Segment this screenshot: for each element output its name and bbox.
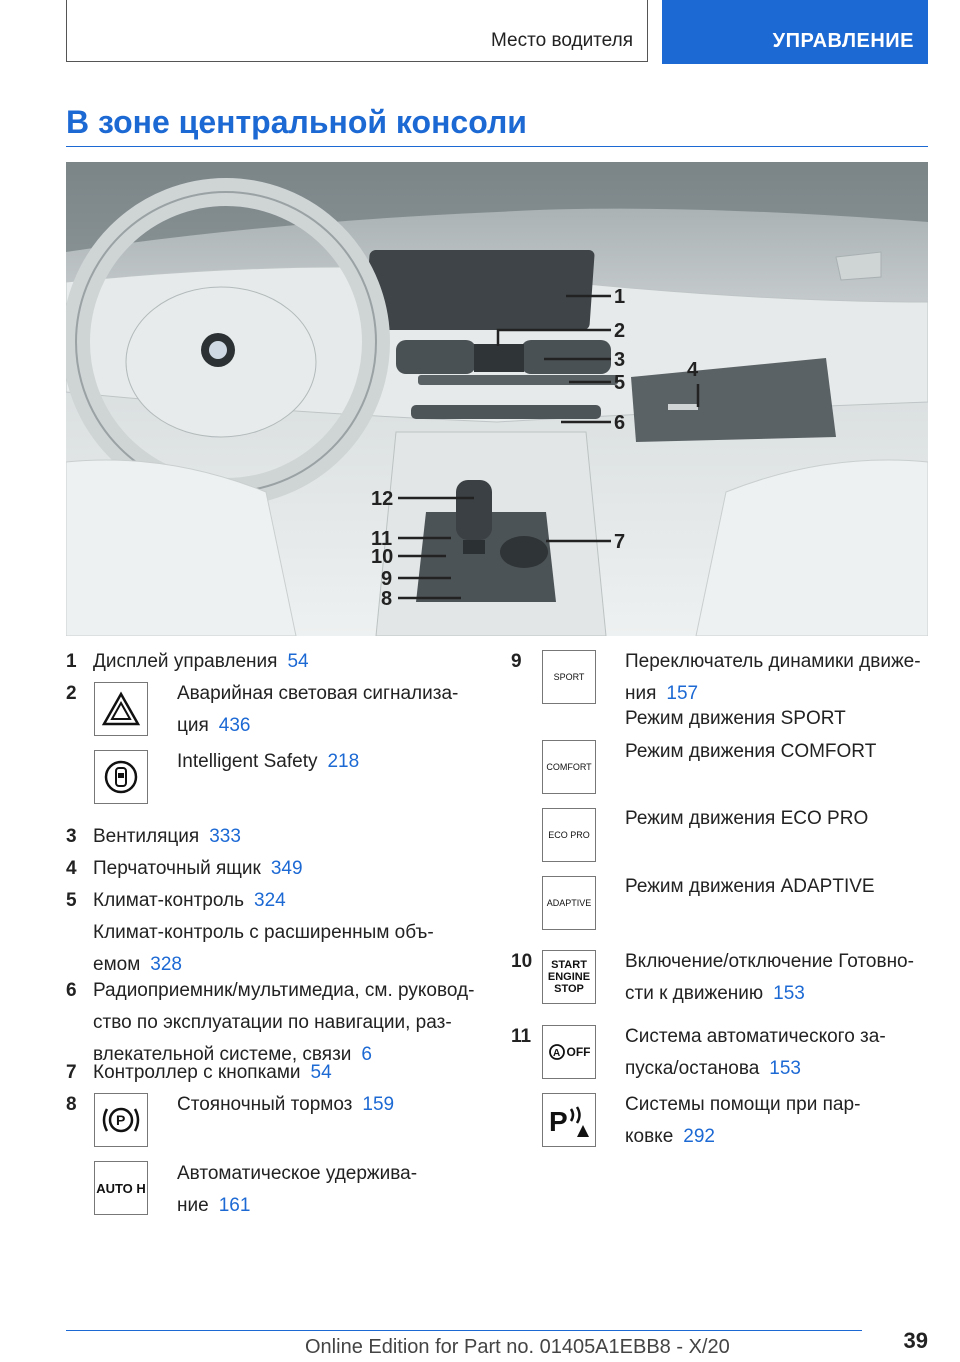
item-4-page-link[interactable]: 349: [270, 858, 303, 879]
item-8b-line2: ние: [177, 1195, 209, 1216]
item-9: [625, 646, 921, 710]
item-8b-line1: Автоматическое удержива-: [177, 1163, 418, 1184]
svg-text:A: A: [552, 1048, 560, 1059]
item-2: [177, 678, 458, 742]
start-stop-icon-line1: START: [551, 959, 587, 971]
item-3-page-link[interactable]: 333: [209, 826, 241, 847]
item-9-line2: ния: [625, 683, 657, 704]
item-1: [93, 646, 309, 678]
header-section-label: Место водителя: [491, 30, 633, 51]
item-11b-page-link[interactable]: 292: [683, 1126, 715, 1147]
callout-11: 11: [371, 528, 393, 550]
item-7: [93, 1057, 332, 1089]
intelligent-safety-icon: [94, 750, 148, 804]
item-2-page-link[interactable]: 436: [218, 715, 251, 736]
page-title: В зоне центральной консоли: [66, 104, 527, 140]
item-6-line3: влекательной системе, связи: [93, 1044, 352, 1065]
item-8-page-link[interactable]: 159: [362, 1094, 395, 1115]
auto-hold-icon: AUTO H: [94, 1161, 148, 1215]
item-1-number: 1: [66, 651, 77, 672]
item-5-page-link[interactable]: 324: [254, 890, 286, 911]
header-chapter-tab[interactable]: [662, 0, 928, 64]
item-2b-page-link[interactable]: 218: [327, 751, 360, 772]
item-4-number: 4: [66, 858, 77, 879]
item-8: [177, 1089, 394, 1121]
item-2b-text: Intelligent Safety: [177, 751, 318, 772]
callout-10: 10: [371, 546, 394, 568]
item-2-line2: ция: [177, 715, 209, 736]
item-4-text: Перчаточный ящик: [93, 858, 261, 879]
sport-mode-icon: SPORT: [542, 650, 596, 704]
footer-text: Online Edition for Part no. 01405A1EBB8 - X/20: [305, 1336, 730, 1358]
svg-text:P: P: [116, 1112, 126, 1128]
title-divider: [66, 146, 928, 147]
item-1-page-link[interactable]: 54: [287, 651, 309, 672]
item-8b-page-link[interactable]: 161: [218, 1195, 251, 1216]
item-7-page-link[interactable]: 54: [310, 1062, 332, 1083]
item-1-text: Дисплей управления: [93, 651, 278, 672]
start-stop-icon-line3: STOP: [554, 983, 584, 995]
item-11b: [625, 1089, 860, 1153]
header-section-box: [66, 0, 648, 62]
item-3-text: Вентиляция: [93, 826, 200, 847]
item-10-line1: Включение/отключение Готовно-: [625, 951, 914, 972]
callout-3: 3: [614, 349, 626, 371]
auto-start-stop-off-label: OFF: [566, 1045, 591, 1059]
callout-7: 7: [614, 531, 626, 553]
item-5b-line1: Климат-контроль с расширенным объ-: [93, 922, 434, 943]
item-10-page-link[interactable]: 153: [773, 983, 805, 1004]
callout-6: 6: [614, 412, 626, 434]
item-8-number: 8: [66, 1094, 77, 1115]
callout-9: 9: [381, 568, 393, 590]
item-4: [93, 853, 303, 885]
item-8b: [177, 1158, 417, 1222]
item-5b-page-link[interactable]: 328: [150, 954, 182, 975]
parking-brake-icon: [94, 1093, 148, 1147]
dashboard-illustration: [66, 162, 928, 636]
eco-pro-mode-icon: ECO PRO: [542, 808, 596, 862]
auto-start-stop-off-icon: [542, 1025, 596, 1079]
item-2-number: 2: [66, 683, 77, 704]
header-chapter-label: УПРАВЛЕНИЕ: [772, 30, 914, 52]
item-8-text: Стояночный тормоз: [177, 1094, 353, 1115]
item-11-number: 11: [511, 1026, 532, 1047]
item-9d: Режим движения ADAPTIVE: [625, 876, 875, 897]
callout-8: 8: [381, 588, 393, 610]
item-11-line2: пуска/останова: [625, 1058, 760, 1079]
comfort-mode-icon: COMFORT: [542, 740, 596, 794]
item-10-line2: сти к движению: [625, 983, 764, 1004]
item-6-page-link[interactable]: 6: [361, 1044, 372, 1065]
item-9c: Режим движения ECO PRO: [625, 808, 869, 829]
item-9b: Режим движения COMFORT: [625, 741, 877, 762]
item-9-page-link[interactable]: 157: [666, 683, 699, 704]
start-stop-icon-line2: ENGINE: [547, 971, 591, 983]
item-3: [93, 821, 241, 853]
callout-12: 12: [371, 488, 394, 510]
page-number: 39: [903, 1328, 928, 1353]
item-10-number: 10: [511, 951, 533, 972]
item-6-number: 6: [66, 980, 77, 1001]
item-5-text: Климат-контроль: [93, 890, 244, 911]
item-3-number: 3: [66, 826, 77, 847]
callout-5: 5: [614, 372, 626, 394]
start-stop-icon: [542, 950, 596, 1004]
item-10: [625, 946, 914, 1010]
item-11b-line2: ковке: [625, 1126, 674, 1147]
footer-divider: [66, 1330, 862, 1331]
park-assist-icon: [542, 1093, 596, 1147]
callout-1: 1: [614, 286, 626, 308]
item-7-text: Контроллер с кнопками: [93, 1062, 301, 1083]
item-11-line1: Система автоматического за-: [625, 1026, 886, 1047]
callout-4: 4: [687, 359, 699, 381]
item-9-line1: Переключатель динамики движе-: [625, 651, 921, 672]
adaptive-mode-icon: ADAPTIVE: [542, 876, 596, 930]
item-7-number: 7: [66, 1062, 77, 1083]
item-5b: [93, 917, 434, 981]
item-2-line1: Аварийная световая сигнализа-: [177, 683, 459, 704]
item-11: [625, 1021, 886, 1085]
item-11b-line1: Системы помощи при пар-: [625, 1094, 861, 1115]
svg-text:P: P: [549, 1106, 568, 1137]
item-6-line2: ство по эксплуатации по навигации, раз-: [93, 1012, 452, 1033]
item-9-number: 9: [511, 651, 522, 672]
dashboard-photo: [66, 162, 928, 636]
item-5-number: 5: [66, 890, 77, 911]
item-2b: [177, 746, 359, 778]
hazard-warning-icon: [94, 682, 148, 736]
callout-2: 2: [614, 320, 626, 342]
item-5b-line2: емом: [93, 954, 141, 975]
item-5: [93, 885, 286, 917]
item-9a: Режим движения SPORT: [625, 708, 846, 729]
item-11-page-link[interactable]: 153: [769, 1058, 801, 1079]
item-6-line1: Радиоприемник/мультимедиа, см. руковод-: [93, 980, 475, 1001]
